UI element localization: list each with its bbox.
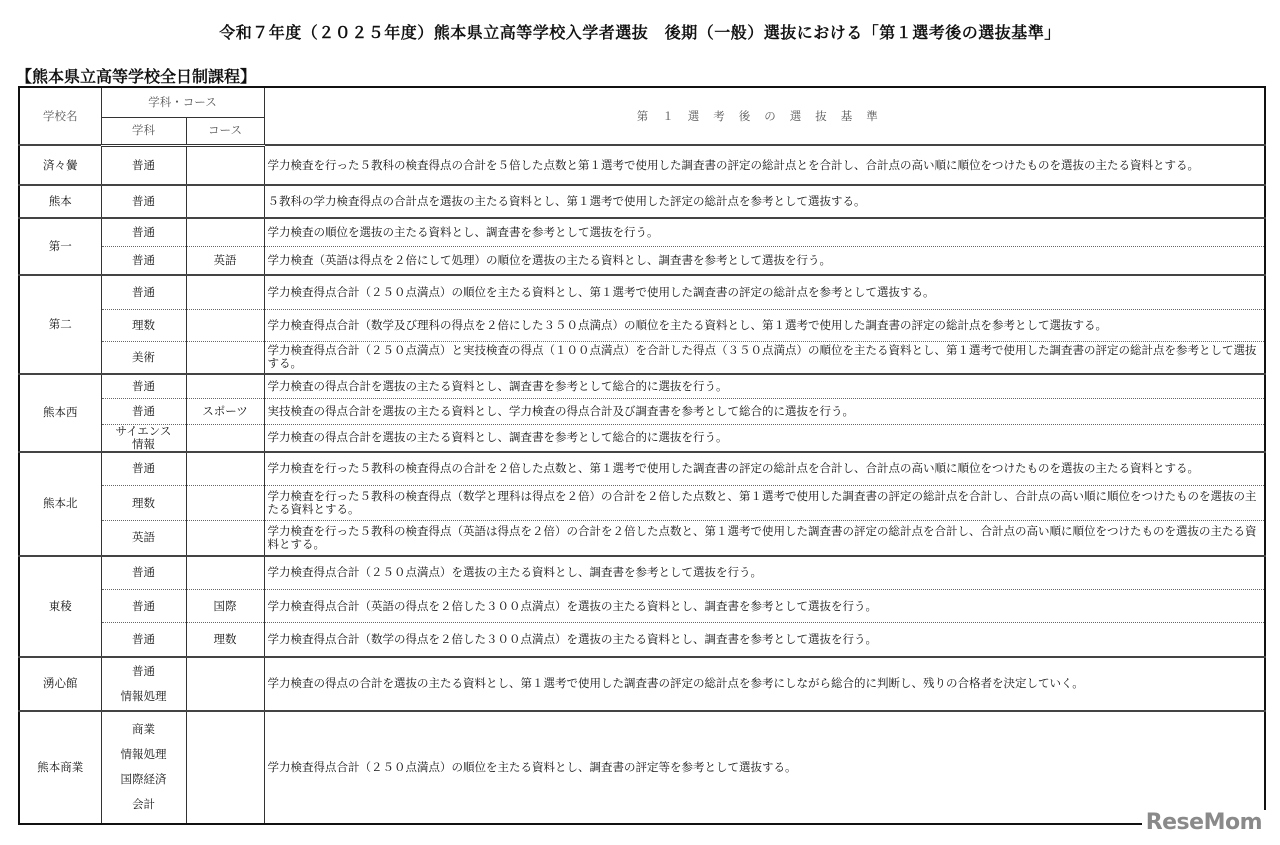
course-name: 英語 xyxy=(186,246,264,275)
criteria-text: 学力検査得点合計（２５０点満点）と実技検査の得点（１００点満点）を合計した得点（３５０点満点）の順位を主たる資料とし、第１選考で使用した調査書の評定の総計点を参考として選抜する。 xyxy=(264,341,1265,374)
table-row xyxy=(19,521,1265,556)
dept-cell xyxy=(101,398,186,424)
dept-name: 会計 xyxy=(132,797,155,811)
course-name xyxy=(186,711,264,824)
course-name xyxy=(186,657,264,711)
table-row xyxy=(19,309,1265,341)
criteria-text: 実技検査の得点合計を選抜の主たる資料とし、学力検査の得点合計及び調査書を参考として総合的に選抜を行う。 xyxy=(264,398,1265,424)
dept-cell xyxy=(101,145,186,185)
dept-cell xyxy=(101,521,186,556)
criteria-text: 学力検査得点合計（２５０点満点）を選抜の主たる資料とし、調査書を参考として選抜を行う。 xyxy=(264,556,1265,590)
course-name xyxy=(186,374,264,398)
criteria-text: 学力検査を行った５教科の検査得点（数学と理科は得点を２倍）の合計を２倍した点数と、第１選考で使用した調査書の評定の総計点を合計し、合計点の高い順に順位をつけたものを選抜の主たる資料とする。 xyxy=(264,486,1265,521)
header-dept-course: 学科・コース xyxy=(101,87,264,117)
dept-name: 普通 xyxy=(132,157,155,172)
header-dept: 学科 xyxy=(101,117,186,145)
course-name xyxy=(186,424,264,452)
criteria-text: 学力検査得点合計（２５０点満点）の順位を主たる資料とし、第１選考で使用した調査書の評定の総計点を参考として選抜する。 xyxy=(264,275,1265,309)
criteria-text: ５教科の学力検査得点の合計点を選抜の主たる資料とし、第１選考で使用した評定の総計点を参考として選抜する。 xyxy=(264,185,1265,218)
dept-cell xyxy=(101,341,186,374)
school-name: 第一 xyxy=(19,218,101,275)
table-row xyxy=(19,145,1265,185)
school-name: 熊本北 xyxy=(19,452,101,556)
dept-cell xyxy=(101,711,186,824)
course-name xyxy=(186,486,264,521)
dept-name: 普通 xyxy=(132,194,155,208)
table-row xyxy=(19,452,1265,486)
header-course: コース xyxy=(186,117,264,145)
criteria-text: 学力検査の順位を選抜の主たる資料とし、調査書を参考として選抜を行う。 xyxy=(264,218,1265,246)
table-row xyxy=(19,590,1265,623)
table-body xyxy=(19,145,1265,824)
criteria-text: 学力検査得点合計（２５０点満点）の順位を主たる資料とし、調査書の評定等を参考として選抜する。 xyxy=(264,711,1265,824)
dept-name: 美術 xyxy=(132,349,155,364)
dept-cell xyxy=(101,185,186,218)
selection-criteria-table xyxy=(18,86,1266,825)
dept-name: 普通 xyxy=(132,598,155,613)
criteria-text: 学力検査を行った５教科の検査得点の合計を２倍した点数と、第１選考で使用した調査書の評定の総計点を合計し、合計点の高い順に順位をつけたものを選抜の主たる資料とする。 xyxy=(264,452,1265,486)
course-name xyxy=(186,452,264,486)
dept-name: 商業 xyxy=(132,722,155,736)
dept-cell xyxy=(101,246,186,275)
criteria-text: 学力検査を行った５教科の検査得点の合計を５倍した点数と第１選考で使用した調査書の評定の総計点とを合計し、合計点の高い順に順位をつけたものを選抜の主たる資料とする。 xyxy=(264,145,1265,185)
school-name: 東稜 xyxy=(19,556,101,657)
table-row xyxy=(19,275,1265,309)
dept-name: 情報処理 xyxy=(120,688,167,703)
criteria-text: 学力検査を行った５教科の検査得点（英語は得点を２倍）の合計を２倍した点数と、第１選考で使用した調査書の評定の総計点を合計し、合計点の高い順に順位をつけたものを選抜の主たる資料とする。 xyxy=(264,521,1265,556)
school-name: 熊本西 xyxy=(19,374,101,452)
dept-name: 国際経済 xyxy=(120,772,167,786)
criteria-text: 学力検査得点合計（数学及び理科の得点を２倍にした３５０点満点）の順位を主たる資料とし、第１選考で使用した調査書の評定の総計点を参考として選抜する。 xyxy=(264,309,1265,341)
table-row xyxy=(19,657,1265,711)
table-row xyxy=(19,185,1265,218)
table-row xyxy=(19,374,1265,398)
school-name: 熊本 xyxy=(19,185,101,218)
table-row xyxy=(19,711,1265,824)
school-name: 済々黌 xyxy=(19,145,101,185)
dept-cell xyxy=(101,275,186,309)
resemom-logo: ReseMom xyxy=(1142,810,1266,835)
header-criteria: 第１選考後の選抜基準 xyxy=(264,87,1265,145)
course-name xyxy=(186,145,264,185)
dept-cell xyxy=(101,486,186,521)
dept-cell xyxy=(101,424,186,452)
dept-name: 情報処理 xyxy=(120,747,167,761)
course-name xyxy=(186,309,264,341)
dept-name: 普通 xyxy=(132,284,155,299)
dept-name: 普通 xyxy=(132,663,155,678)
course-name xyxy=(186,218,264,246)
table-row xyxy=(19,424,1265,452)
criteria-text: 学力検査の得点の合計を選抜の主たる資料とし、第１選考で使用した調査書の評定の総計点を参考にしながら総合的に判断し、残りの合格者を決定していく。 xyxy=(264,657,1265,711)
school-name: 湧心館 xyxy=(19,657,101,711)
table-row xyxy=(19,246,1265,275)
course-name xyxy=(186,521,264,556)
header-school: 学校名 xyxy=(19,87,101,145)
dept-cell xyxy=(101,309,186,341)
section-heading: 【熊本県立高等学校全日制課程】 xyxy=(16,67,257,86)
table-row xyxy=(19,623,1265,657)
criteria-text: 学力検査（英語は得点を２倍にして処理）の順位を選抜の主たる資料とし、調査書を参考として選抜を行う。 xyxy=(264,246,1265,275)
school-name: 第二 xyxy=(19,275,101,374)
table-row xyxy=(19,398,1265,424)
dept-cell xyxy=(101,657,186,711)
table-row xyxy=(19,556,1265,590)
course-name xyxy=(186,556,264,590)
document-title: 令和７年度（２０２５年度）熊本県立高等学校入学者選抜 後期（一般）選抜における「第１選考後の選抜基準」 xyxy=(219,23,1061,42)
criteria-text: 学力検査の得点合計を選抜の主たる資料とし、調査書を参考として総合的に選抜を行う。 xyxy=(264,424,1265,452)
dept-name: 普通 xyxy=(132,224,155,239)
table-row xyxy=(19,341,1265,374)
dept-name: 普通 xyxy=(132,252,155,267)
course-name: 理数 xyxy=(186,623,264,657)
dept-name: 理数 xyxy=(132,495,155,510)
dept-name: 普通 xyxy=(132,565,155,580)
course-name: スポーツ xyxy=(186,398,264,424)
dept-cell xyxy=(101,374,186,398)
course-name xyxy=(186,341,264,374)
dept-name: 理数 xyxy=(132,317,155,332)
dept-name: 情報 xyxy=(132,436,155,451)
table-row xyxy=(19,486,1265,521)
criteria-text: 学力検査得点合計（英語の得点を２倍した３００点満点）を選抜の主たる資料とし、調査書を参考として選抜を行う。 xyxy=(264,590,1265,623)
course-name xyxy=(186,275,264,309)
dept-name: 英語 xyxy=(132,530,155,545)
dept-name: サイエンス xyxy=(115,424,172,438)
dept-cell xyxy=(101,623,186,657)
dept-cell xyxy=(101,590,186,623)
school-name: 熊本商業 xyxy=(19,711,101,824)
dept-name: 普通 xyxy=(132,461,155,476)
table-row xyxy=(19,218,1265,246)
dept-name: 普通 xyxy=(132,631,155,646)
course-name: 国際 xyxy=(186,590,264,623)
criteria-text: 学力検査得点合計（数学の得点を２倍した３００点満点）を選抜の主たる資料とし、調査書を参考として選抜を行う。 xyxy=(264,623,1265,657)
course-name xyxy=(186,185,264,218)
criteria-text: 学力検査の得点合計を選抜の主たる資料とし、調査書を参考として総合的に選抜を行う。 xyxy=(264,374,1265,398)
dept-cell xyxy=(101,452,186,486)
dept-cell xyxy=(101,556,186,590)
dept-cell xyxy=(101,218,186,246)
dept-name: 普通 xyxy=(132,378,155,393)
dept-name: 普通 xyxy=(132,403,155,418)
